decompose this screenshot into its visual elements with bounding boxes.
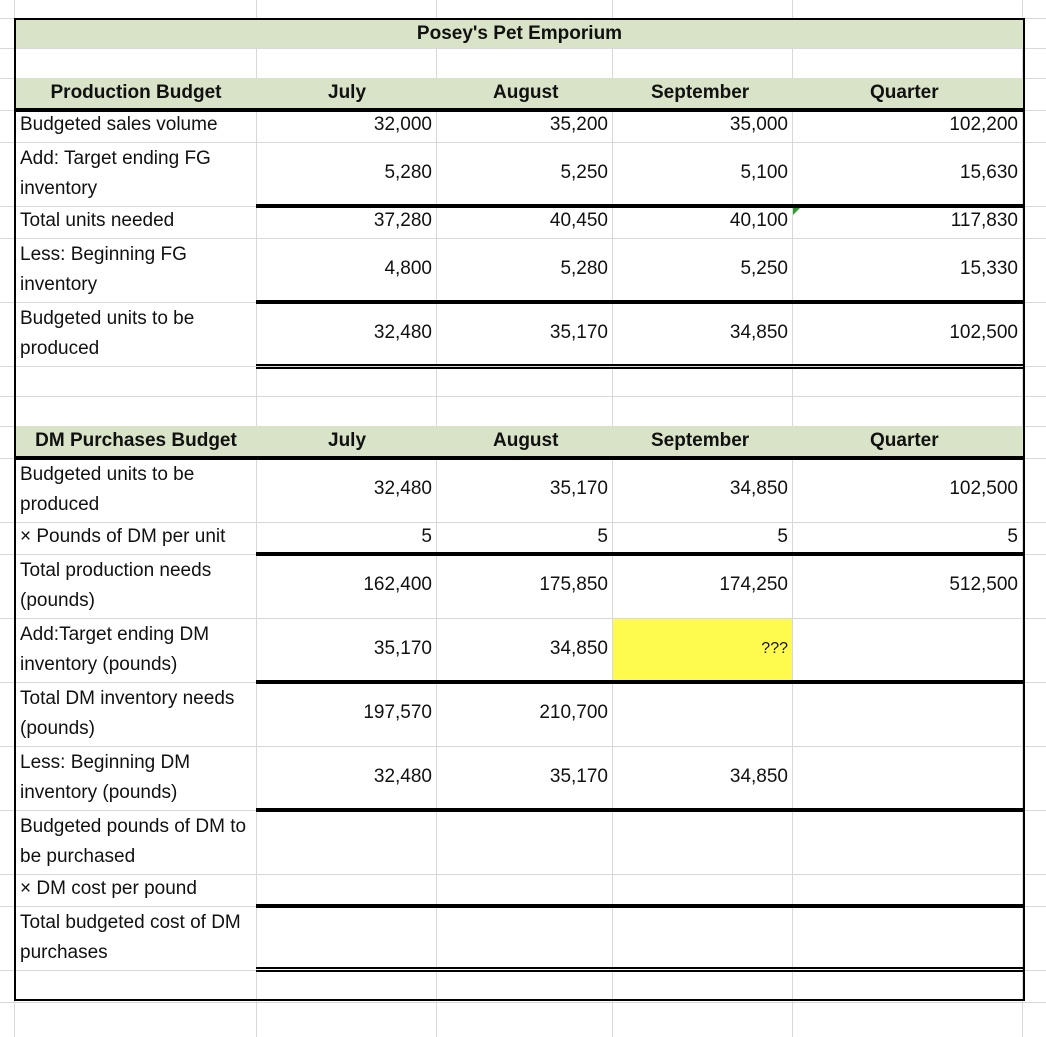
- row-label: Less: Beginning DM inventory (pounds): [20, 752, 191, 803]
- cell[interactable]: 35,170: [549, 322, 608, 343]
- cell[interactable]: 32,480: [373, 478, 432, 499]
- row-label: Budgeted pounds of DM to be purchased: [20, 816, 247, 867]
- cell[interactable]: 5,250: [740, 258, 788, 279]
- cell[interactable]: 34,850: [729, 478, 788, 499]
- cell[interactable]: 35,170: [549, 766, 608, 787]
- row-label: Less: Beginning FG inventory: [20, 244, 187, 295]
- cell[interactable]: 34,850: [729, 766, 788, 787]
- cell[interactable]: 5: [1007, 526, 1018, 547]
- row-label: × DM cost per pound: [20, 878, 197, 899]
- cell[interactable]: 32,000: [373, 114, 432, 135]
- cell[interactable]: 102,500: [949, 322, 1018, 343]
- cell[interactable]: 5: [597, 526, 608, 547]
- page-title: Posey's Pet Emporium: [416, 23, 623, 44]
- cell[interactable]: 40,100: [729, 210, 788, 231]
- row-label: Total units needed: [20, 210, 175, 231]
- cell[interactable]: 102,200: [949, 114, 1018, 135]
- cell[interactable]: 5: [421, 526, 432, 547]
- cell[interactable]: 197,570: [363, 702, 432, 723]
- col-september: September: [651, 82, 750, 103]
- cell[interactable]: 32,480: [373, 766, 432, 787]
- row-label: Total DM inventory needs (pounds): [20, 688, 235, 739]
- cell[interactable]: 512,500: [949, 574, 1018, 595]
- cell[interactable]: 210,700: [539, 702, 608, 723]
- col-july: July: [328, 430, 367, 451]
- cell[interactable]: 35,000: [729, 114, 788, 135]
- unknown-value-cell[interactable]: ???: [761, 640, 788, 657]
- cell[interactable]: 32,480: [373, 322, 432, 343]
- row-label: Add: Target ending FG inventory: [20, 148, 211, 199]
- cell[interactable]: 102,500: [949, 478, 1018, 499]
- cell[interactable]: 5,280: [384, 162, 432, 183]
- cell[interactable]: 5,250: [560, 162, 608, 183]
- cell[interactable]: 15,630: [959, 162, 1018, 183]
- row-label: Total budgeted cost of DM purchases: [20, 912, 241, 963]
- dm-header: DM Purchases Budget: [35, 430, 237, 451]
- cell[interactable]: 5,100: [740, 162, 788, 183]
- row-label: Total production needs (pounds): [20, 560, 212, 611]
- cell[interactable]: 5,280: [560, 258, 608, 279]
- cell[interactable]: 117,830: [950, 210, 1018, 231]
- cell[interactable]: 35,200: [549, 114, 608, 135]
- col-august: August: [493, 82, 559, 103]
- row-label: × Pounds of DM per unit: [20, 526, 226, 547]
- row-label: Budgeted sales volume: [20, 114, 218, 135]
- cell[interactable]: 35,170: [549, 478, 608, 499]
- cell[interactable]: 35,170: [373, 638, 432, 659]
- cell[interactable]: 174,250: [719, 574, 788, 595]
- col-july: July: [328, 82, 367, 103]
- col-quarter: Quarter: [870, 82, 939, 103]
- cell[interactable]: 34,850: [549, 638, 608, 659]
- col-august: August: [493, 430, 559, 451]
- col-september: September: [651, 430, 750, 451]
- row-label: Budgeted units to be produced: [20, 464, 195, 515]
- cell[interactable]: 162,400: [363, 574, 432, 595]
- col-quarter: Quarter: [870, 430, 939, 451]
- cell[interactable]: 4,800: [384, 258, 432, 279]
- cell[interactable]: 37,280: [373, 210, 432, 231]
- cell[interactable]: 175,850: [539, 574, 608, 595]
- cell[interactable]: 40,450: [549, 210, 608, 231]
- row-label: Budgeted units to be produced: [20, 308, 195, 359]
- cell[interactable]: 5: [777, 526, 788, 547]
- cell[interactable]: 15,330: [959, 258, 1018, 279]
- row-label: Add:Target ending DM inventory (pounds): [20, 624, 210, 675]
- cell[interactable]: 34,850: [729, 322, 788, 343]
- production-header: Production Budget: [50, 82, 222, 103]
